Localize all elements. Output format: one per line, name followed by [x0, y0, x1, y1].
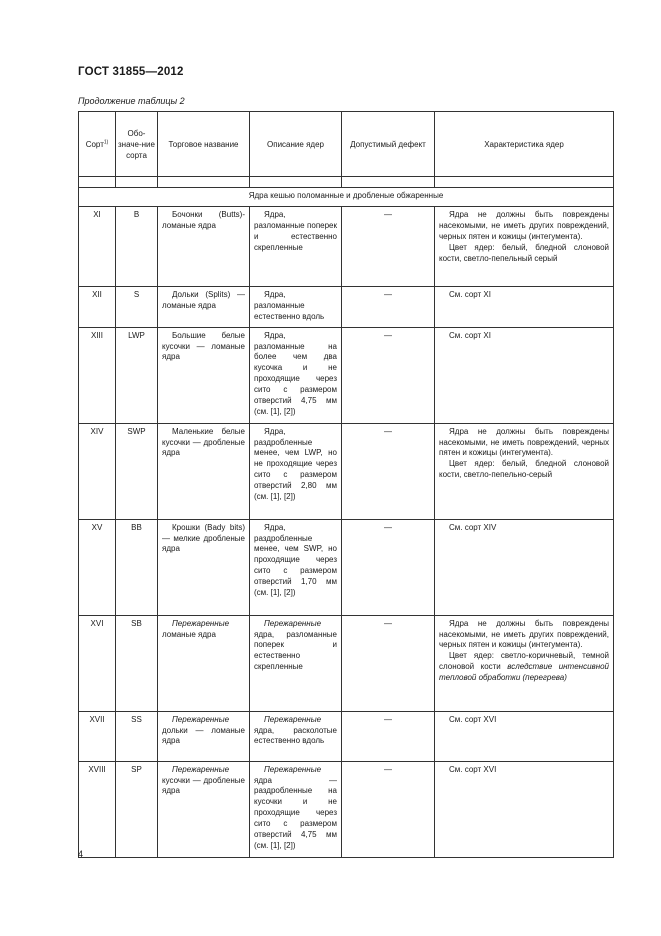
cell-grade: XVI	[79, 615, 116, 711]
col-header-code: Обо-значе-ние сорта	[116, 112, 158, 177]
cell-code: SWP	[116, 423, 158, 519]
cell-trade-name: Крошки (Bady bits) — мелкие дробленые ядра	[158, 519, 250, 615]
cell-defect: —	[342, 761, 435, 857]
cell-grade: XI	[79, 206, 116, 286]
col-header-defect: Допустимый дефект	[342, 112, 435, 177]
cell-description: Ядра, раздробленные менее, чем LWP, но не проходящие через сито с размером отверстий 2,80 мм (см. [1], [2])	[250, 423, 342, 519]
table-row	[79, 615, 614, 711]
page-number: 4	[78, 849, 84, 859]
cell-characteristic: См. сорт XVI	[435, 761, 614, 857]
cell-trade-name: Дольки (Splits) — ломаные ядра	[158, 286, 250, 327]
table-row	[79, 327, 614, 423]
cell-defect: —	[342, 615, 435, 711]
cell-grade: XV	[79, 519, 116, 615]
cell-grade: XVIII	[79, 761, 116, 857]
cell-characteristic: См. сорт XI	[435, 286, 614, 327]
col-header-trade-name: Торговое название	[158, 112, 250, 177]
cell-trade-name: Пережаренные дольки — ломаные ядра	[158, 711, 250, 761]
table-row	[79, 519, 614, 615]
cell-code: BB	[116, 519, 158, 615]
cell-code: LWP	[116, 327, 158, 423]
cell-description: Ядра, разломанные естественно вдоль	[250, 286, 342, 327]
cell-defect: —	[342, 519, 435, 615]
cell-grade: XIII	[79, 327, 116, 423]
cell-defect: —	[342, 286, 435, 327]
table-row	[79, 761, 614, 857]
cell-trade-name: Бочонки (Butts)-ломаные ядра	[158, 206, 250, 286]
cell-grade: XIV	[79, 423, 116, 519]
section-row	[79, 188, 614, 207]
cell-description: Пережаренные ядра, разломанные поперек и естественно скрепленные	[250, 615, 342, 711]
cell-defect: —	[342, 711, 435, 761]
cell-description: Ядра, разломанные поперек и естественно скрепленные	[250, 206, 342, 286]
cell-defect: —	[342, 327, 435, 423]
table-row	[79, 286, 614, 327]
section-title: Ядра кешью поломанные и дробленые обжаренные	[79, 188, 614, 207]
cell-description: Пережаренные ядра — раздробленные на кусочки и не проходящие через сито с размером отверстий 4,75 мм (см. [1], [2])	[250, 761, 342, 857]
cashew-grades-table	[78, 111, 614, 858]
cell-characteristic: Ядра не должны быть повреждены насекомыми, не иметь других повреждений, черных пятен и кожицы (интегумента). Цвет ядер: светло-коричневый, темной слоновой кости вследствие интенсивной тепловой обработки (перегрева)	[435, 615, 614, 711]
table-row	[79, 206, 614, 286]
col-header-grade: Сорт$^{1)}$	[79, 112, 116, 177]
cell-trade-name: Маленькие белые кусочки — дробленые ядра	[158, 423, 250, 519]
cell-trade-name: Большие белые кусочки — ломаные ядра	[158, 327, 250, 423]
cell-defect: —	[342, 206, 435, 286]
cell-characteristic: Ядра не должны быть повреждены насекомыми, не иметь повреждений, черных пятен и кожицы (интегумента). Цвет ядер: белый, бледной слоновой кости, светло-пепельно-серый	[435, 423, 614, 519]
cell-code: B	[116, 206, 158, 286]
cell-grade: XVII	[79, 711, 116, 761]
table-continuation-caption: Продолжение таблицы 2	[78, 96, 185, 106]
cell-code: S	[116, 286, 158, 327]
table-row	[79, 423, 614, 519]
document-header: ГОСТ 31855—2012	[78, 66, 184, 78]
cell-characteristic: См. сорт XVI	[435, 711, 614, 761]
cell-characteristic: Ядра не должны быть повреждены насекомыми, не иметь других повреждений, черных пятен и кожицы (интегумента). Цвет ядер: белый, бледной слоновой кости, светло-пепельный серый	[435, 206, 614, 286]
cell-description: Ядра, раздробленные менее, чем SWP, но проходящие через сито с размером отверстий 1,70 мм (см. [1], [2])	[250, 519, 342, 615]
cell-characteristic: См. сорт XIV	[435, 519, 614, 615]
cell-trade-name: Пережаренные кусочки — дробленые ядра	[158, 761, 250, 857]
cell-description: Пережаренные ядра, расколотые естественно вдоль	[250, 711, 342, 761]
cell-characteristic: См. сорт XI	[435, 327, 614, 423]
cell-code: SB	[116, 615, 158, 711]
cell-code: SS	[116, 711, 158, 761]
cell-description: Ядра, разломанные на более чем два кусочка и не проходящие через сито с размером отверстий 4,75 мм (см. [1], [2])	[250, 327, 342, 423]
cell-code: SP	[116, 761, 158, 857]
col-header-description: Описание ядер	[250, 112, 342, 177]
cell-grade: XII	[79, 286, 116, 327]
col-header-characteristic: Характеристика ядер	[435, 112, 614, 177]
table-row	[79, 711, 614, 761]
cell-trade-name: Пережаренные ломаные ядра	[158, 615, 250, 711]
cell-defect: —	[342, 423, 435, 519]
table-header-row	[79, 112, 614, 177]
